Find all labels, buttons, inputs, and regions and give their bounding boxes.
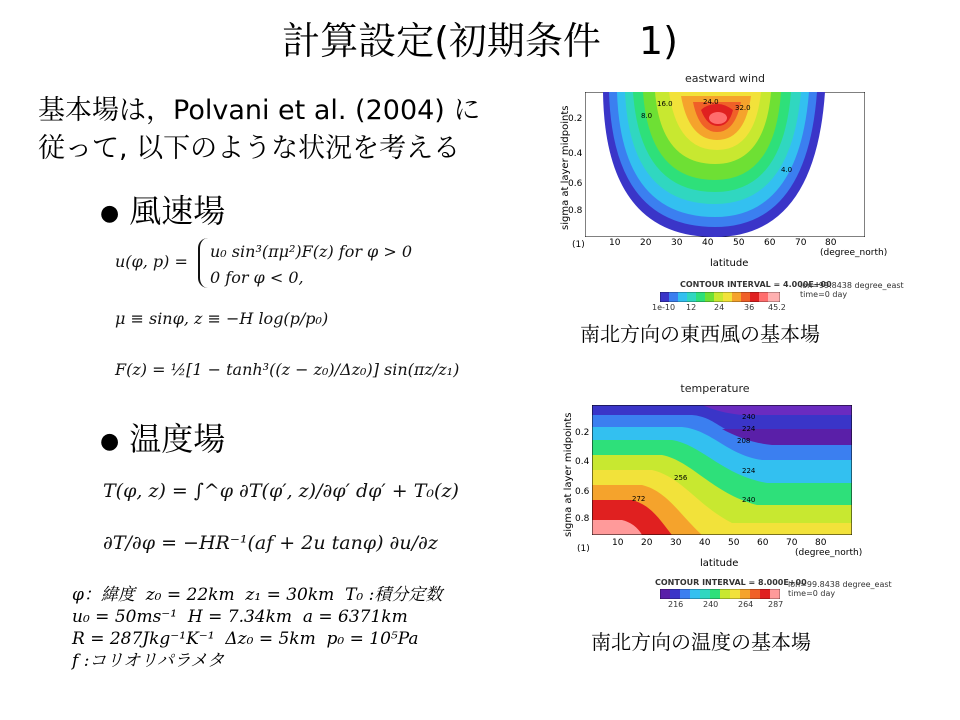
temperature-contour-label: 224	[742, 467, 756, 475]
temperature-xtick: 10	[612, 538, 624, 548]
parameters-line-2: u₀ = 50ms⁻¹ H = 7.34km a = 6371km	[72, 607, 408, 627]
wind-colorbar	[660, 292, 780, 302]
intro-line-1: 基本場は，Polvani et al. (2004) に	[38, 95, 481, 126]
temperature-xtick: 60	[757, 538, 769, 548]
wind-plot-xlabel: latitude	[710, 258, 749, 269]
equation-u-case2: 0 for φ < 0,	[210, 268, 304, 287]
bullet-dot-icon: ●	[100, 428, 120, 454]
temperature-colorbar-tick: 264	[738, 600, 754, 609]
temperature-xtick: 30	[670, 538, 682, 548]
temperature-plot-meta: lon=99.8438 degree_east time=0 day	[788, 580, 892, 598]
bullet-temperature	[100, 414, 225, 460]
wind-contour-label: 16.0	[657, 100, 673, 108]
equation-u-lhs: u(φ, p) =	[115, 252, 188, 271]
wind-xtick: 10	[609, 238, 621, 248]
temperature-ytick: 0.8	[575, 514, 590, 524]
wind-plot-title: eastward wind	[684, 72, 766, 85]
equation-u-case1: u₀ sin³(πμ²)F(z) for φ > 0	[210, 242, 413, 261]
wind-colorbar-tick: 45.2	[768, 303, 786, 312]
temperature-contour-label: 272	[632, 495, 646, 503]
temperature-contour-label: 240	[742, 496, 756, 504]
temperature-plot-contours	[592, 405, 852, 535]
wind-xtick: 20	[640, 238, 652, 248]
temperature-panel-label: (1)	[577, 544, 590, 554]
bullet-wind-label: 風速場	[129, 192, 226, 230]
temperature-xtick: 40	[699, 538, 711, 548]
wind-xtick: 60	[764, 238, 776, 248]
wind-plot-contours	[585, 92, 865, 237]
temperature-contour-interval: CONTOUR INTERVAL = 8.000E+00	[655, 578, 807, 587]
equation-brace	[198, 238, 210, 288]
wind-contour-label: 4.0	[781, 166, 793, 174]
bullet-dot-icon: ●	[100, 200, 120, 226]
temperature-xtick: 20	[641, 538, 653, 548]
wind-contour-interval: CONTOUR INTERVAL = 4.000E+00	[680, 280, 832, 289]
wind-ytick: 0.4	[568, 149, 583, 159]
wind-colorbar-tick: 24	[714, 303, 725, 312]
temperature-xtick: 80	[815, 538, 827, 548]
bullet-wind	[100, 186, 225, 232]
temperature-ytick: 0.6	[575, 487, 590, 497]
wind-ytick: 0.8	[568, 206, 583, 216]
temperature-colorbar-tick: 216	[668, 600, 684, 609]
temperature-colorbar	[660, 589, 780, 599]
wind-xtick: 40	[702, 238, 714, 248]
wind-ytick: 0.2	[568, 114, 583, 124]
temperature-xtick: 70	[786, 538, 798, 548]
parameters-line-4: f :コリオリパラメタ	[72, 651, 225, 671]
wind-colorbar-tick: 36	[744, 303, 755, 312]
temperature-plot-ylabel: sigma at layer midpoints	[563, 412, 574, 537]
bullet-temperature-label: 温度場	[129, 420, 226, 458]
wind-ytick: 0.6	[568, 179, 583, 189]
slide-title: 計算設定(初期条件 1)	[282, 19, 678, 63]
wind-contour-label: 24.0	[703, 98, 719, 106]
temperature-contour-label: 208	[737, 437, 751, 445]
temperature-xtick: 50	[728, 538, 740, 548]
temperature-contour-label: 256	[674, 474, 688, 482]
equation-mu-z: μ ≡ sinφ, z ≡ −H log(p/p₀)	[115, 309, 329, 328]
intro-line-2: 従って, 以下のような状況を考える	[38, 133, 461, 164]
temperature-contour-label: 224	[742, 425, 756, 433]
parameters-line-1: φ：緯度 z₀ = 22km z₁ = 30km T₀ :積分定数	[72, 585, 443, 605]
temperature-ytick: 0.2	[575, 428, 590, 438]
parameters-line-3: R = 287Jkg⁻¹K⁻¹ Δz₀ = 5km p₀ = 10⁵Pa	[72, 629, 419, 649]
temperature-ytick: 0.4	[575, 457, 590, 467]
temperature-plot-title: temperature	[680, 382, 750, 395]
temperature-contour-label: 240	[742, 413, 756, 421]
wind-xtick: 30	[671, 238, 683, 248]
wind-xtick: 50	[733, 238, 745, 248]
wind-xunit: (degree_north)	[820, 248, 888, 258]
wind-plot-ylabel: sigma at layer midpoints	[560, 105, 571, 230]
intro-text	[38, 92, 480, 168]
temperature-plot-caption: 南北方向の温度の基本場	[591, 630, 811, 654]
temperature-colorbar-tick: 240	[703, 600, 719, 609]
wind-colorbar-tick: 12	[686, 303, 697, 312]
wind-plot-caption: 南北方向の東西風の基本場	[580, 322, 820, 346]
wind-plot-meta: lon=99.8438 degree_east time=0 day	[800, 281, 904, 299]
wind-colorbar-tick: 1e-10	[652, 303, 676, 312]
temperature-plot-xlabel: latitude	[700, 558, 739, 569]
wind-xtick: 80	[825, 238, 837, 248]
wind-contour-label: 32.0	[735, 104, 751, 112]
wind-panel-label: (1)	[572, 240, 585, 250]
equation-thermal-wind: ∂T/∂φ = −HR⁻¹(af + 2u tanφ) ∂u/∂z	[103, 532, 438, 554]
equation-T: T(φ, z) = ∫^φ ∂T(φ′, z)/∂φ′ dφ′ + T₀(z)	[103, 480, 459, 502]
temperature-colorbar-tick: 287	[768, 600, 784, 609]
equation-F: F(z) = ½[1 − tanh³((z − z₀)/Δz₀)] sin(πz/z₁)	[115, 360, 460, 379]
temperature-xunit: (degree_north)	[795, 548, 863, 558]
wind-contour-label: 8.0	[641, 112, 653, 120]
parameters-block	[72, 584, 442, 672]
wind-xtick: 70	[795, 238, 807, 248]
